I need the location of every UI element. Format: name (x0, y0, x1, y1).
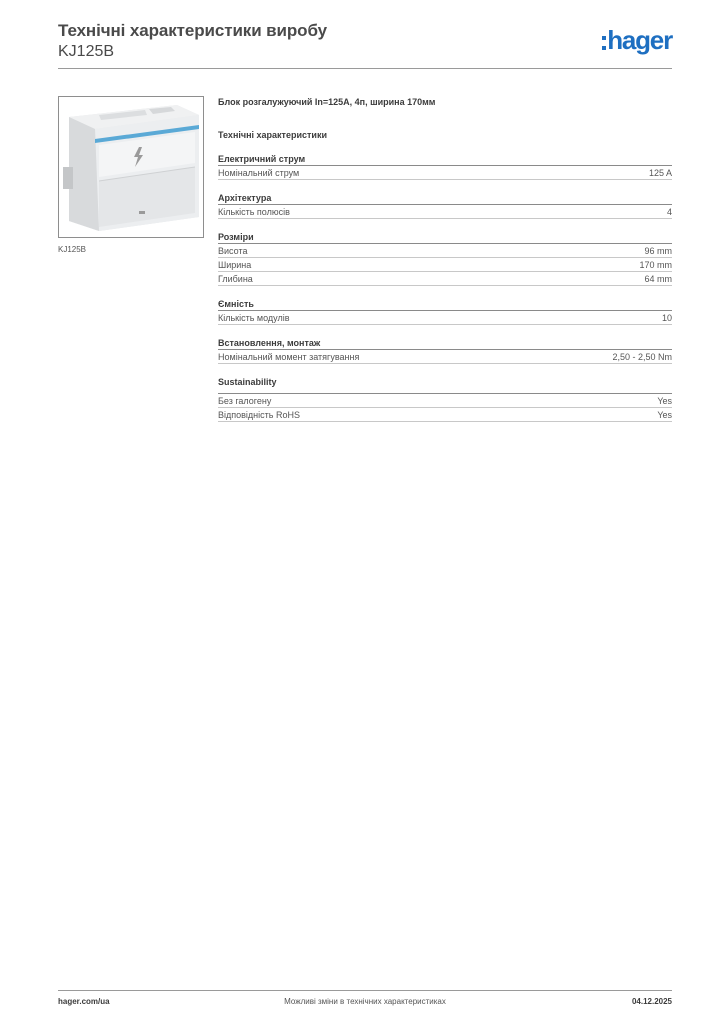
spec-value: 64 mm (644, 274, 672, 284)
group-title: Ємність (218, 298, 672, 311)
spec-value: 125 A (648, 168, 672, 178)
website-link[interactable]: hager.com/ua (58, 997, 110, 1006)
spec-row (218, 205, 672, 219)
spec-value: Yes (657, 396, 672, 406)
page-title: Технічні характеристики виробу (58, 21, 327, 40)
document-date: 04.12.2025 (631, 997, 672, 1006)
spec-group-capacity (218, 298, 672, 325)
spec-row (218, 244, 672, 258)
spec-row (218, 272, 672, 286)
spec-label: Відповідність RoHS (218, 410, 300, 420)
footer-note: Можливі зміни в технічних характеристиках (284, 997, 446, 1006)
spec-group-dimensions (218, 231, 672, 286)
spec-group-electrical (218, 153, 672, 180)
spec-label: Кількість полюсів (218, 207, 290, 217)
spec-label: Без галогену (218, 396, 272, 406)
spec-label: Глибина (218, 274, 253, 284)
spec-row (218, 311, 672, 325)
spec-label: Номінальний момент затягування (218, 352, 360, 362)
spec-group-architecture (218, 192, 672, 219)
group-title: Архітектура (218, 192, 672, 205)
group-title: Електричний струм (218, 153, 672, 166)
logo-colon-icon (602, 36, 606, 50)
spec-label: Номінальний струм (218, 168, 300, 178)
spec-value: Yes (657, 410, 672, 420)
specifications (218, 96, 672, 422)
spec-row (218, 350, 672, 364)
header-divider (58, 68, 672, 69)
spec-group-installation (218, 337, 672, 364)
page-footer (58, 997, 672, 1011)
spec-row (218, 408, 672, 422)
group-title: Розміри (218, 231, 672, 244)
spec-label: Кількість модулів (218, 313, 290, 323)
spec-label: Ширина (218, 260, 252, 270)
spec-value: 96 mm (644, 246, 672, 256)
footer-divider (58, 990, 672, 991)
page-header (58, 20, 672, 70)
spec-value: 4 (666, 207, 672, 217)
spec-group-sustainability (218, 376, 672, 422)
product-code: KJ125B (58, 43, 115, 60)
spec-value: 2,50 - 2,50 Nm (612, 352, 672, 362)
spec-label: Висота (218, 246, 248, 256)
logo-wordmark: hager (607, 25, 672, 55)
product-image (58, 96, 204, 238)
group-title: Sustainability (218, 376, 672, 394)
group-title: Встановлення, монтаж (218, 337, 672, 350)
spec-value: 10 (661, 313, 672, 323)
spec-row (218, 258, 672, 272)
product-name: Блок розгалужуючий In=125A, 4п, ширина 170мм (218, 97, 436, 107)
image-caption: KJ125B (58, 245, 87, 254)
hager-logo (602, 26, 672, 54)
spec-value: 170 mm (639, 260, 672, 270)
spec-heading: Технічні характеристики (218, 130, 327, 140)
spec-row (218, 166, 672, 180)
distribution-block-illustration (59, 97, 204, 238)
spec-row (218, 394, 672, 408)
